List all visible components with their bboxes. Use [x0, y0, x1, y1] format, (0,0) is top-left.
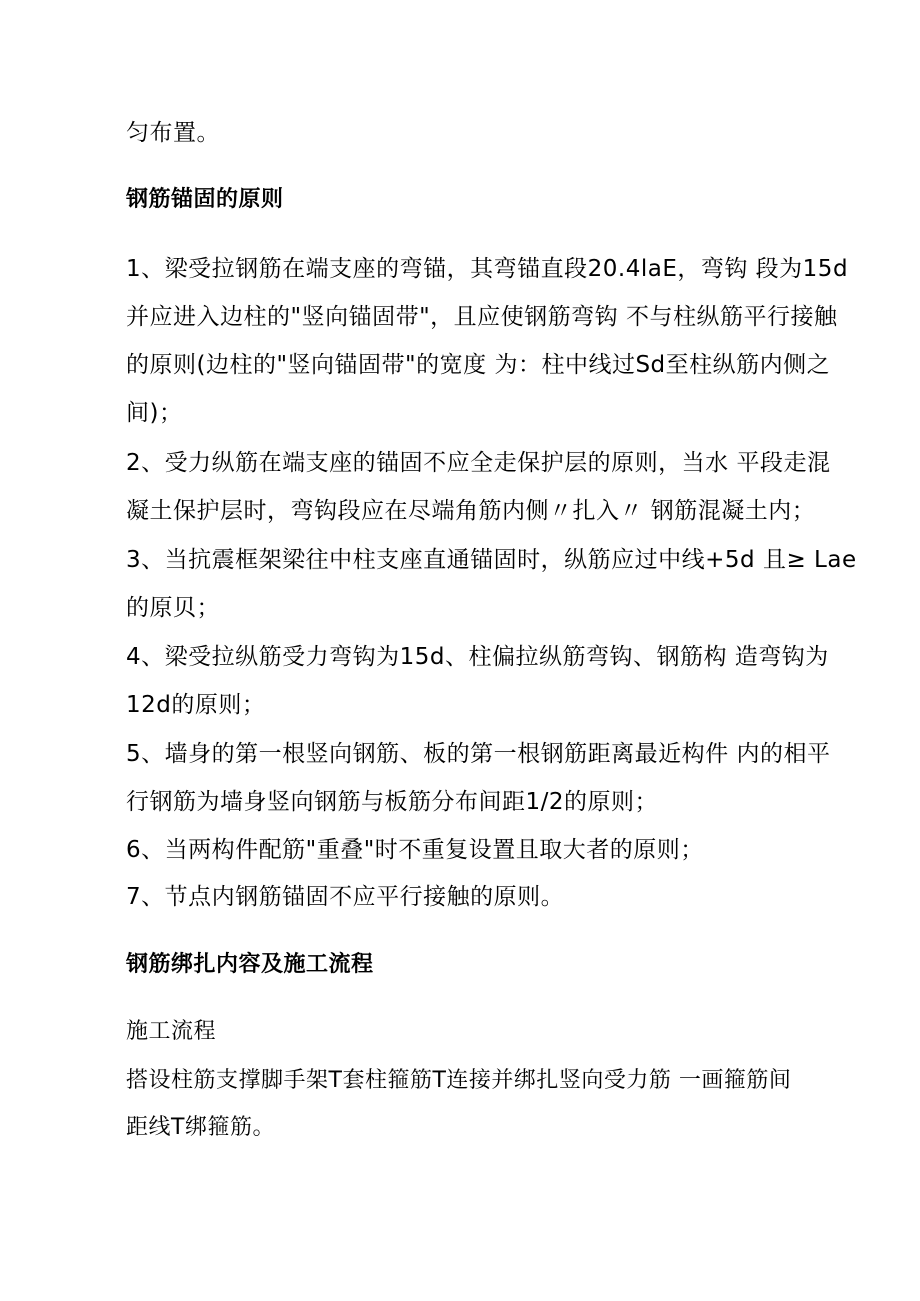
rule-6-line: 6、当两构件配筋"重叠"时不重复设置且取大者的原则； — [126, 837, 704, 863]
section-heading-anchoring: 钢筋锚固的原则 — [126, 187, 284, 212]
process-line-1: 搭设柱筋支撑脚手架T套柱箍筋T连接并绑扎竖向受力筋 一画箍筋间 — [126, 1068, 792, 1093]
rule-3-line-2: 的原贝； — [126, 595, 220, 621]
rule-1-line-4: 间)； — [126, 400, 183, 426]
rule-2-line-1: 2、受力纵筋在端支座的锚固不应全走保护层的原则，当水 平段走混 — [126, 450, 831, 476]
rule-1-line-2: 并应进入边柱的"竖向锚固带"，且应使钢筋弯钩 不与柱纵筋平行接触 — [126, 304, 838, 330]
rule-4-line-1: 4、梁受拉纵筋受力弯钩为15d、柱偏拉纵筋弯钩、钢筋构 造弯钩为 — [126, 644, 829, 670]
rule-7-line: 7、节点内钢筋锚固不应平行接触的原则。 — [126, 884, 565, 910]
rule-1-line-1: 1、梁受拉钢筋在端支座的弯锚，其弯锚直段20.4laE，弯钩 段为15d — [126, 256, 849, 282]
rule-5-line-2: 行钢筋为墙身竖向钢筋与板筋分布间距1/2的原则； — [126, 789, 659, 815]
rule-1-line-3: 的原则(边柱的"竖向锚固带"的宽度 为：柱中线过Sd至柱纵筋内侧之 — [126, 352, 831, 378]
section-heading-tying: 钢筋绑扎内容及施工流程 — [126, 952, 374, 977]
process-line-2: 距线T绑箍筋。 — [126, 1115, 275, 1140]
paragraph-line: 匀布置。 — [126, 120, 220, 146]
rule-4-line-2: 12d的原则； — [126, 692, 266, 718]
rule-2-line-2: 凝土保护层时，弯钩段应在尽端角筋内侧〃扎入〃 钢筋混凝土内； — [126, 498, 816, 524]
subheading-construction-process: 施工流程 — [126, 1019, 217, 1044]
rule-5-line-1: 5、墙身的第一根竖向钢筋、板的第一根钢筋距离最近构件 内的相平 — [126, 741, 831, 767]
rule-3-line-1: 3、当抗震框架梁往中柱支座直通锚固时，纵筋应过中线+5d 且≥ Lae — [126, 547, 857, 573]
